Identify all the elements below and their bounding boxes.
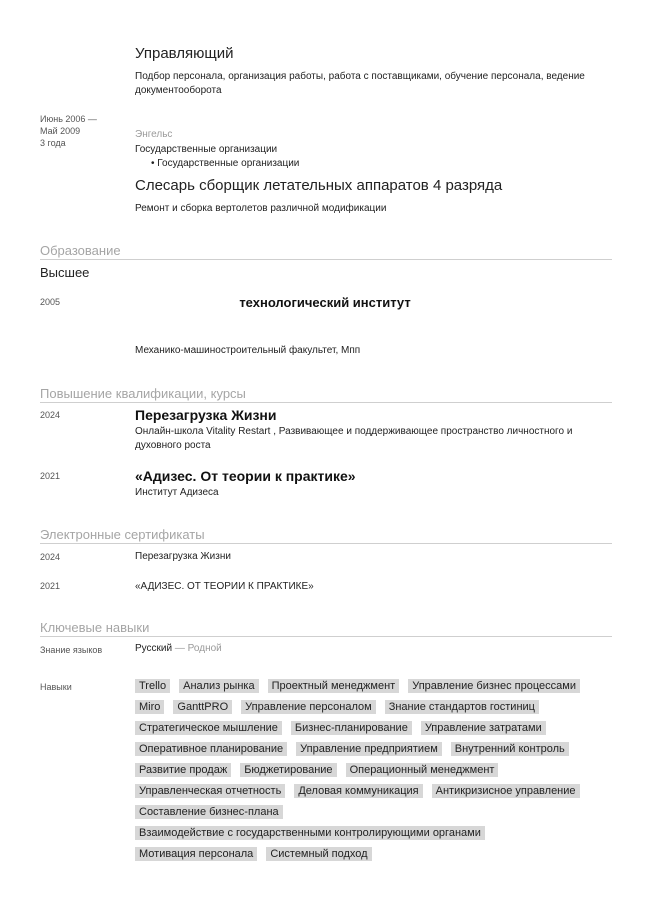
skills-list: [135, 678, 615, 867]
skill-tag: Системный подход: [266, 847, 371, 861]
job-period-start: Июнь 2006 —: [40, 114, 97, 124]
skill-tag: Знание стандартов гостиниц: [385, 700, 539, 714]
skill-tag: Деловая коммуникация: [294, 784, 422, 798]
course-org: Институт Адизеса: [135, 487, 219, 498]
certificate-year: 2021: [40, 581, 61, 591]
job-period: [40, 113, 97, 149]
skills-label: Навыки: [40, 682, 72, 692]
course-year: 2021: [40, 471, 61, 481]
skill-tag: Мотивация персонала: [135, 847, 257, 861]
language-name: Русский: [135, 643, 173, 654]
language-row: [135, 643, 615, 654]
skill-tag: Бюджетирование: [240, 763, 336, 777]
course-org: Онлайн-школа Vitality Restart , Развивающее и поддерживающее пространство личностного и духовного роста: [135, 426, 573, 451]
courses-heading: Повышение квалификации, курсы: [40, 386, 612, 403]
course-title: «Адизес. От теории к практике»: [135, 468, 356, 484]
skill-tag: Проектный менеджмент: [268, 679, 400, 693]
skill-tag: Miro: [135, 700, 164, 714]
skill-tag: Управленческая отчетность: [135, 784, 285, 798]
skill-tag: Управление затратами: [421, 721, 546, 735]
education-institution: технологический институт: [239, 295, 411, 310]
skill-tag: Управление персоналом: [241, 700, 376, 714]
language-level: — Родной: [174, 643, 222, 654]
skill-tag: Антикризисное управление: [432, 784, 580, 798]
job-period-end: Май 2009: [40, 126, 81, 136]
job-duration: 3 года: [40, 138, 66, 148]
education-faculty: Механико-машиностроительный факультет, Мпп: [135, 345, 361, 356]
skill-tag: Анализ рынка: [179, 679, 258, 693]
certificate-link[interactable]: Перезагрузка Жизни: [135, 551, 231, 562]
education-level: Высшее: [40, 265, 90, 280]
prev-job-title: Управляющий: [135, 45, 234, 62]
job-city: Энгельс: [135, 129, 173, 140]
job-industry-sub: • Государственные организации: [151, 158, 300, 169]
education-heading: Образование: [40, 243, 612, 260]
education-year: 2005: [40, 297, 61, 307]
skill-tag: Операционный менеджмент: [346, 763, 499, 777]
skill-tag: Составление бизнес-плана: [135, 805, 283, 819]
languages-label: Знание языков: [40, 645, 103, 655]
certificate-year: 2024: [40, 552, 61, 562]
skill-tag: Бизнес-планирование: [291, 721, 412, 735]
certificates-heading: Электронные сертификаты: [40, 527, 612, 544]
skill-tag: Оперативное планирование: [135, 742, 287, 756]
skill-tag: Стратегическое мышление: [135, 721, 282, 735]
skill-tag: Внутренний контроль: [451, 742, 569, 756]
certificate-link[interactable]: «АДИЗЕС. ОТ ТЕОРИИ К ПРАКТИКЕ»: [135, 581, 314, 592]
course-year: 2024: [40, 410, 61, 420]
skills-heading: Ключевые навыки: [40, 620, 612, 637]
skill-tag: Управление предприятием: [296, 742, 442, 756]
skill-tag: Взаимодействие с государственными контролирующими органами: [135, 826, 485, 840]
skill-tag: Управление бизнес процессами: [408, 679, 580, 693]
skill-tag: Trello: [135, 679, 170, 693]
skill-tag: GanttPRO: [173, 700, 232, 714]
prev-job-description: Подбор персонала, организация работы, работа с поставщиками, обучение персонала, ведение документооборота: [135, 71, 585, 96]
job-description: Ремонт и сборка вертолетов различной модификации: [135, 203, 387, 214]
job-title: Слесарь сборщик летательных аппаратов 4 разряда: [135, 177, 503, 194]
job-industry: Государственные организации: [135, 144, 278, 155]
course-title: Перезагрузка Жизни: [135, 407, 277, 423]
skill-tag: Развитие продаж: [135, 763, 231, 777]
